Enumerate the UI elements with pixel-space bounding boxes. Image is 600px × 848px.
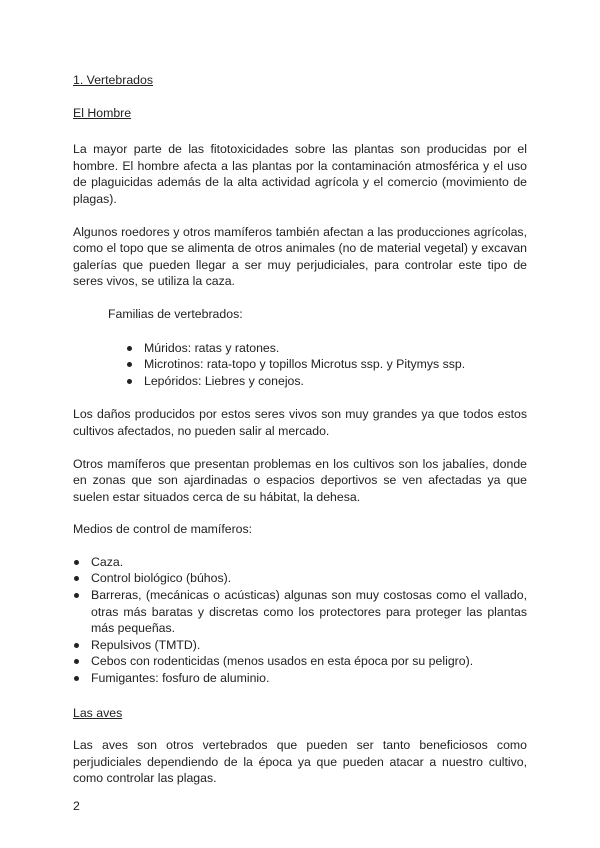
paragraph-fitotoxicidades: La mayor parte de las fitotoxicidades sobre las plantas son producidas por el hombre. El hombre afecta a las plantas por la contaminación atmosférica y el uso de plaguicidas además de la alta actividad agrícola y el comercio (movimiento de plagas). — [73, 142, 527, 206]
list-item: Múridos: ratas y ratones. — [144, 340, 527, 357]
list-item: Barreras, (mecánicas o acústicas) algunas son muy costosas como el vallado, otras más baratas y discretas como los protectores para proteger las plantas más pequeñas. — [91, 588, 527, 636]
families-list — [144, 340, 527, 390]
paragraph-aves: Las aves son otros vertebrados que pueden ser tanto beneficiosos como perjudiciales dependiendo de la época ya que pueden atacar a nuestro cultivo, como controlar las plagas. — [73, 738, 527, 786]
list-item: Caza. — [91, 554, 527, 571]
paragraph-roedores: Algunos roedores y otros mamíferos también afectan a las producciones agrícolas, como el topo que se alimenta de otros animales (no de material vegetal) y excavan galerías que pueden llegar a ser muy perjudiciales, para controlar este tipo de seres vivos, se utiliza la caza. — [73, 224, 527, 289]
control-title: Medios de control de mamíferos: — [73, 522, 253, 537]
paragraph-jabalies: Otros mamíferos que presentan problemas en los cultivos son los jabalíes, donde en zonas que son ajardinadas o espacios deportivos se ven afectadas ya que suelen estar situados cerca de su hábitat, la dehesa. — [73, 456, 527, 504]
list-item: Lepóridos: Liebres y conejos. — [144, 373, 527, 390]
list-item: Fumigantes: fosfuro de aluminio. — [91, 670, 527, 687]
list-item: Cebos con rodenticidas (menos usados en esta época por su peligro). — [91, 653, 527, 670]
families-title: Familias de vertebrados: — [108, 306, 243, 321]
page-number: 2 — [73, 799, 80, 813]
list-item: Microtinos: rata-topo y topillos Microtus ssp. y Pitymys ssp. — [144, 356, 527, 373]
list-item: Control biológico (búhos). — [91, 570, 527, 587]
heading-vertebrados: 1. Vertebrados — [73, 73, 153, 87]
heading-las-aves: Las aves — [73, 705, 123, 720]
control-list — [91, 554, 527, 687]
heading-el-hombre: El Hombre — [73, 105, 132, 120]
page-content — [73, 72, 527, 787]
paragraph-danos: Los daños producidos por estos seres vivos son muy grandes ya que todos estos cultivos afectados, no pueden salir al mercado. — [73, 407, 527, 438]
list-item: Repulsivos (TMTD). — [91, 637, 527, 654]
